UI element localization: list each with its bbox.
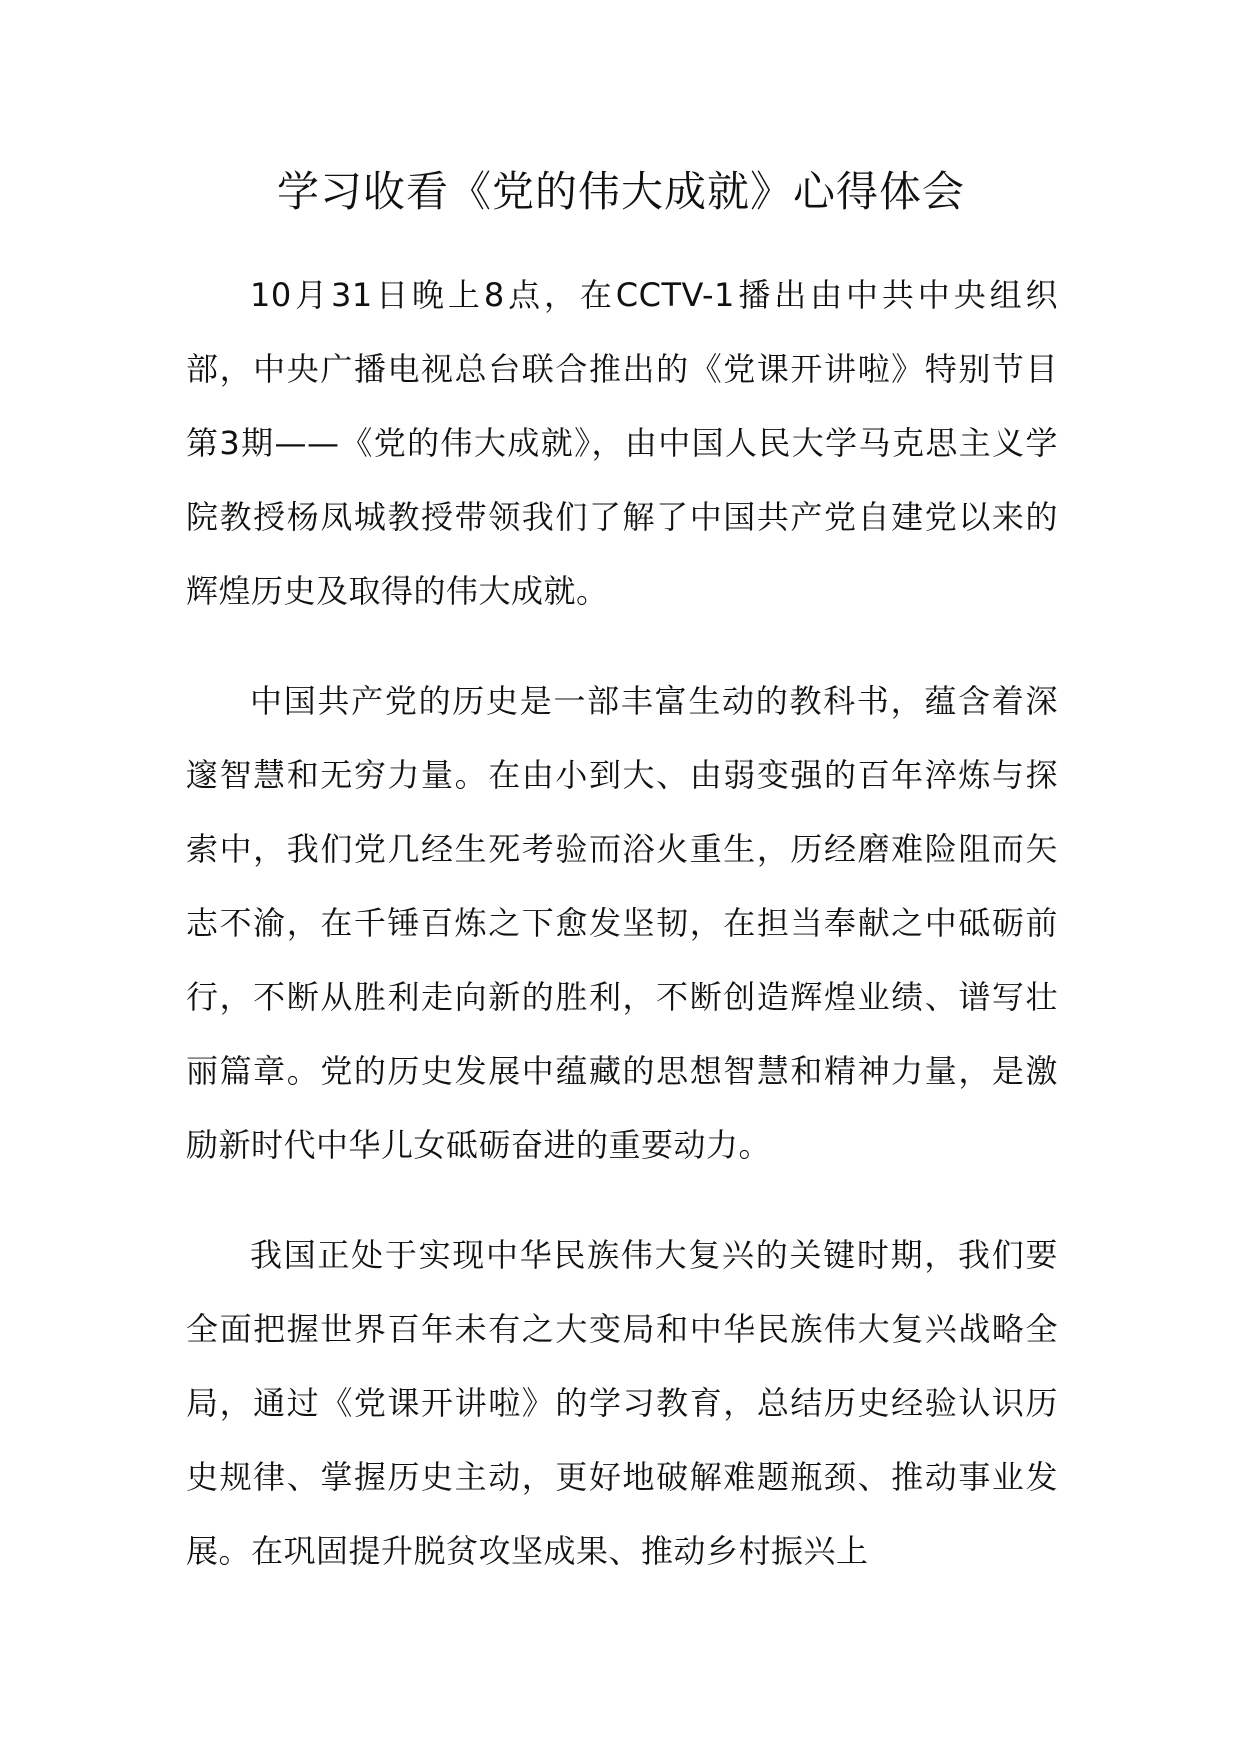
paragraph-2: 中国共产党的历史是一部丰富生动的教科书，蕴含着深邃智慧和无穷力量。在由小到大、由弱变强的百年淬炼与探索中，我们党几经生死考验而浴火重生，历经磨难险阻而矢志不渝，在千锤百炼之下愈发坚韧，在担当奉献之中砥砺前行，不断从胜利走向新的胜利，不断创造辉煌业绩、谱写壮丽篇章。党的历史发展中蕴藏的思想智慧和精神力量，是激励新时代中华儿女砥砺奋进的重要动力。 xyxy=(186,682,1058,1164)
document-body xyxy=(186,258,1058,1624)
document-title: 学习收看《党的伟大成就》心得体会 xyxy=(276,167,965,216)
paragraph-1: 10月31日晚上8点，在CCTV-1播出由中共中央组织部，中央广播电视总台联合推出的《党课开讲啦》特别节目第3期——《党的伟大成就》，由中国人民大学马克思主义学院教授杨凤城教授带领我们了解了中国共产党自建党以来的辉煌历史及取得的伟大成就。 xyxy=(186,276,1058,610)
paragraph-3: 我国正处于实现中华民族伟大复兴的关键时期，我们要全面把握世界百年未有之大变局和中华民族伟大复兴战略全局，通过《党课开讲啦》的学习教育，总结历史经验认识历史规律、掌握历史主动，更好地破解难题瓶颈、推动事业发展。在巩固提升脱贫攻坚成果、推动乡村振兴上 xyxy=(186,1236,1058,1570)
